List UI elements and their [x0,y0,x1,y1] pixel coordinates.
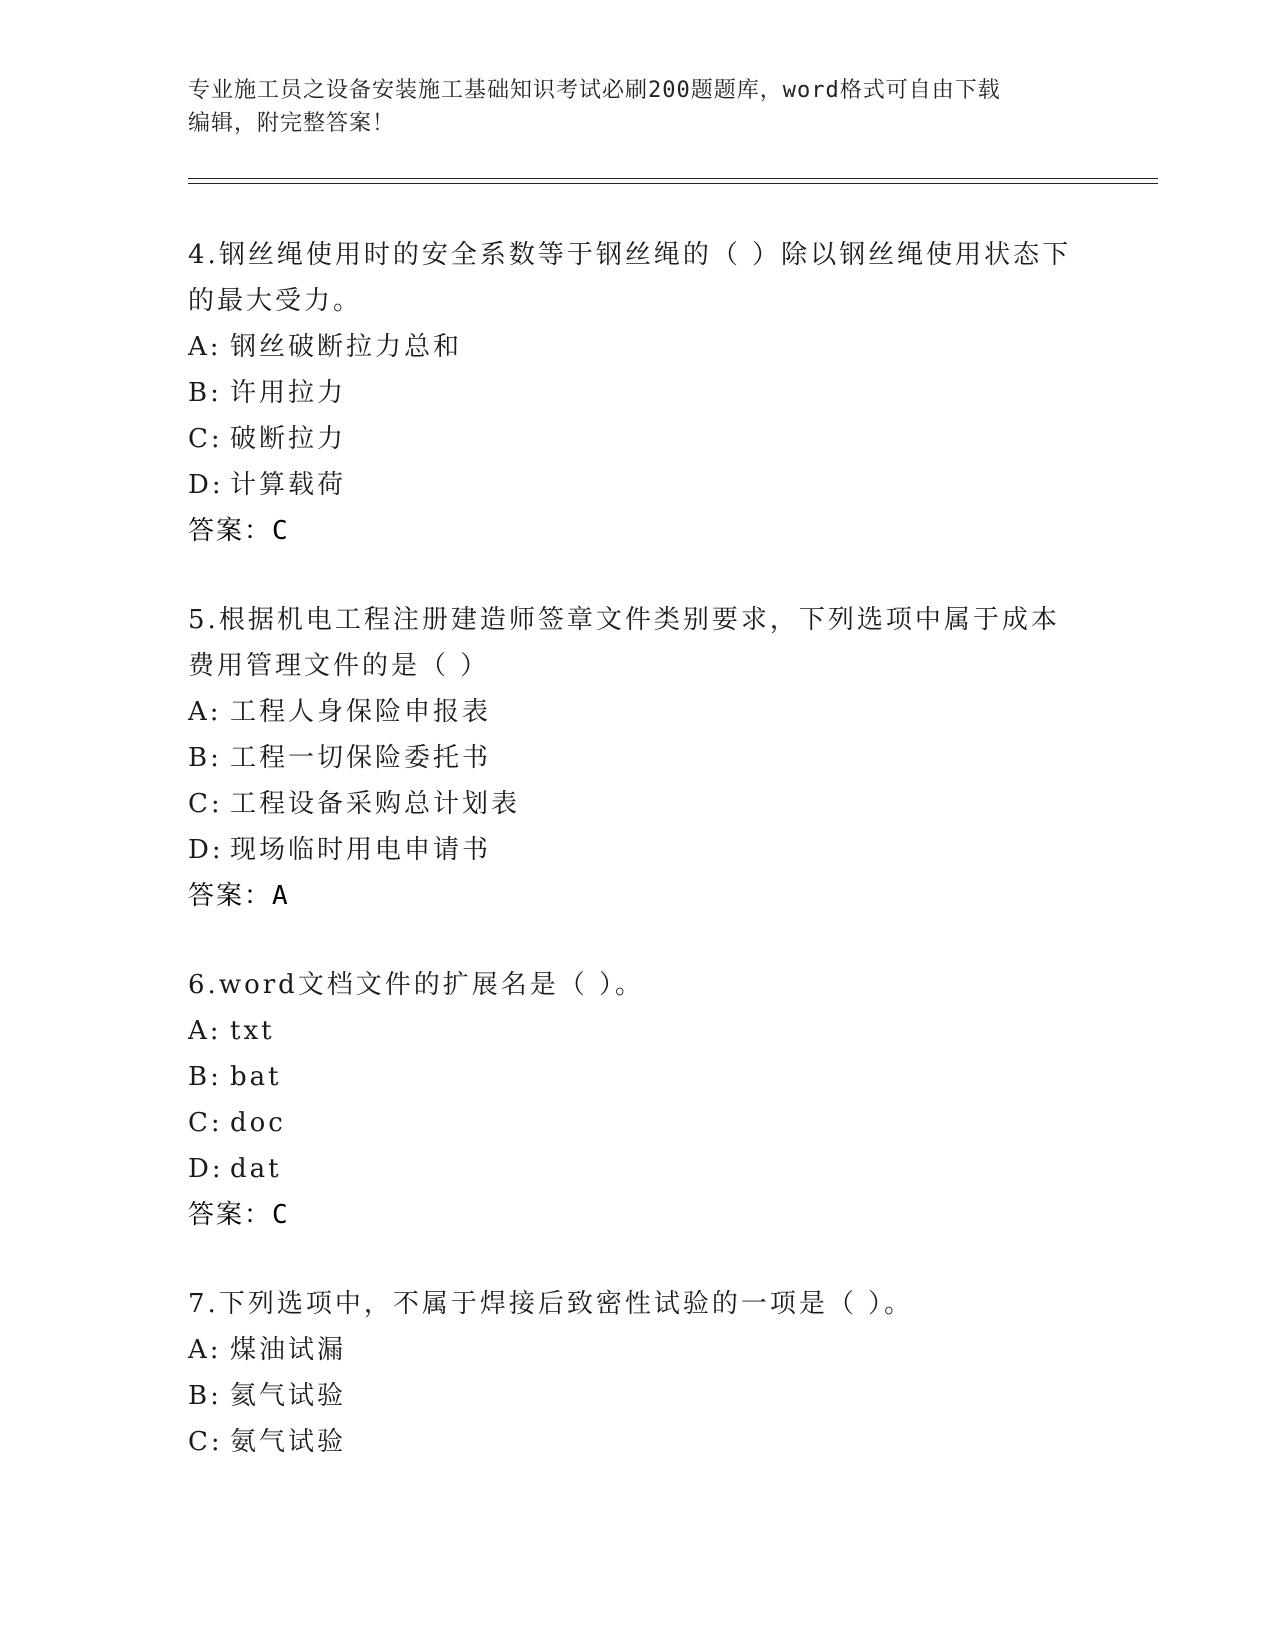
question-text: 钢丝绳使用时的安全系数等于钢丝绳的（ ）除以钢丝绳使用状态下的最大受力。 [188,240,1072,316]
option-letter: B: [188,1062,222,1092]
option-text: dat [230,1154,282,1184]
option-d [188,462,1088,508]
option-text: 工程人身保险申报表 [230,697,492,727]
header-title-line1: 专业施工员之设备安装施工基础知识考试必刷200题题库，word格式可自由下载 [188,78,1001,103]
option-c [188,1419,1088,1465]
question-stem [188,962,1088,1008]
answer-line [188,873,1088,919]
option-letter: B: [188,378,222,408]
question-stem [188,1281,1088,1327]
answer-label: 答案： [188,1200,273,1230]
option-a [188,689,1088,735]
answer-value: A [272,881,288,911]
question-7 [188,1281,1088,1465]
option-text: 氦气试验 [230,1381,347,1411]
answer-value: C [272,1200,288,1230]
header-divider-bottom [188,183,1158,184]
option-letter: A: [188,1016,222,1046]
question-text: word文档文件的扩展名是（ ）。 [218,970,645,1000]
option-letter: B: [188,743,222,773]
option-text: 许用拉力 [230,378,347,408]
option-text: doc [230,1108,286,1138]
option-b [188,1054,1088,1100]
header-divider-top [188,178,1158,179]
option-d [188,1146,1088,1192]
option-letter: A: [188,697,222,727]
option-d [188,827,1088,873]
option-letter: C: [188,789,223,819]
option-text: 工程设备采购总计划表 [230,789,521,819]
option-letter: D: [188,470,224,500]
option-text: 计算载荷 [230,470,347,500]
option-letter: D: [188,1154,224,1184]
option-letter: A: [188,1335,222,1365]
question-stem [188,597,1088,689]
question-number: 4. [188,240,219,270]
answer-label: 答案： [188,516,273,546]
option-text: 氨气试验 [230,1427,347,1457]
option-letter: C: [188,424,223,454]
option-letter: C: [188,1427,223,1457]
question-number: 5. [188,605,219,635]
option-text: 破断拉力 [230,424,347,454]
option-text: 现场临时用电申请书 [230,835,492,865]
answer-line [188,508,1088,554]
option-text: 工程一切保险委托书 [230,743,492,773]
option-a [188,324,1088,370]
option-b [188,370,1088,416]
question-text: 下列选项中，不属于焊接后致密性试验的一项是（ ）。 [218,1289,914,1319]
document-header [188,74,1088,140]
option-text: bat [230,1062,282,1092]
answer-line [188,1192,1088,1238]
header-title-line2: 编辑，附完整答案！ [188,111,396,136]
question-6 [188,962,1088,1238]
option-c [188,416,1088,462]
option-a [188,1327,1088,1373]
option-text: 钢丝破断拉力总和 [230,332,463,362]
option-c [188,1100,1088,1146]
question-4 [188,232,1088,554]
question-number: 6. [188,970,219,1000]
answer-value: C [272,516,288,546]
option-letter: C: [188,1108,223,1138]
option-c [188,781,1088,827]
option-letter: B: [188,1381,222,1411]
option-b [188,1373,1088,1419]
option-a [188,1008,1088,1054]
question-number: 7. [188,1289,219,1319]
option-letter: D: [188,835,224,865]
answer-label: 答案： [188,881,273,911]
question-5 [188,597,1088,919]
question-text: 根据机电工程注册建造师签章文件类别要求，下列选项中属于成本费用管理文件的是（ ） [188,605,1060,681]
option-text: txt [230,1016,275,1046]
option-letter: A: [188,332,222,362]
question-stem [188,232,1088,324]
option-b [188,735,1088,781]
option-text: 煤油试漏 [230,1335,347,1365]
